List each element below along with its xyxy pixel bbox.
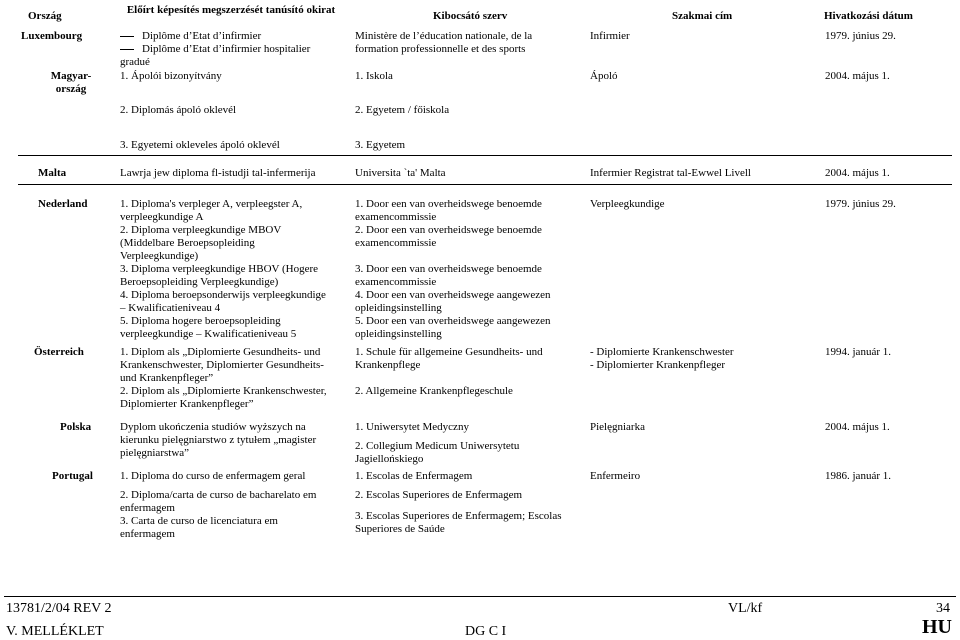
footer-language: HU xyxy=(922,616,952,638)
qual-line: Dyplom ukończenia studiów wyższych na xyxy=(120,421,306,433)
qual-lux-line-2: Diplôme d’Etat d’infirmier hospitalier xyxy=(142,43,311,55)
issuer-line: 2. Collegium Medicum Uniwersytetu xyxy=(355,440,520,452)
country-luxembourg: Luxembourg xyxy=(21,30,83,42)
bullet-dash-1 xyxy=(120,36,134,37)
qual-hu-1: 1. Ápolói bizonyítvány xyxy=(120,70,222,82)
issuer-line: 3. Door een van overheidswege benoemde xyxy=(355,263,542,275)
bullet-dash-2 xyxy=(120,49,134,50)
issuer-line xyxy=(355,502,562,510)
issuer-line: 2. Door een van overheidswege benoemde xyxy=(355,224,542,236)
date-portugal: 1986. január 1. xyxy=(825,470,891,482)
qual-line: 5. Diploma hogere beroepsopleiding xyxy=(120,315,281,327)
qual-line: verpleegkundige A xyxy=(120,211,204,223)
issuer-line: Superiores de Saúde xyxy=(355,523,445,535)
date-luxembourg: 1979. június 29. xyxy=(825,30,896,42)
issuer-line: Krankenpflege xyxy=(355,359,421,371)
qualification-malta: Lawrja jew diploma fl-istudji tal-infermerija xyxy=(120,167,316,179)
qual-hu-3: 3. Egyetemi okleveles ápoló oklevél xyxy=(120,139,280,151)
issuer-line: 2. Allgemeine Krankenpflegeschule xyxy=(355,385,513,397)
country-malta: Malta xyxy=(38,167,67,179)
country-polska: Polska xyxy=(60,421,92,433)
issuer-line: Jagiellońskiego xyxy=(355,453,424,465)
title-line: - Diplomierter Krankenpfleger xyxy=(590,359,725,371)
header-issuer: Kibocsátó szerv xyxy=(433,10,508,22)
issuer-luxembourg xyxy=(355,30,532,56)
qual-line: Beroepsopleiding Verpleegkundige) xyxy=(120,276,279,288)
date-osterreich: 1994. január 1. xyxy=(825,346,891,358)
rule-below-malta xyxy=(18,184,952,185)
qualification-portugal xyxy=(120,470,316,541)
country-magyarorszag xyxy=(36,70,106,96)
qual-hu-2: 2. Diplomás ápoló oklevél xyxy=(120,104,237,116)
header-country: Ország xyxy=(28,10,62,22)
issuer-line: examencommissie xyxy=(355,237,437,249)
date-polska: 2004. május 1. xyxy=(825,421,890,433)
issuer-line xyxy=(355,372,543,385)
qual-line: Verpleegkundige) xyxy=(120,250,199,262)
issuer-line: Ministère de l’éducation nationale, de la xyxy=(355,30,533,42)
qual-line: 2. Diploma verpleegkundige MBOV xyxy=(120,224,282,236)
rule-above-malta xyxy=(18,155,952,156)
qual-line: Diplomierter Krankenpfleger” xyxy=(120,398,254,410)
country-osterreich: Österreich xyxy=(34,346,84,358)
title-nederland: Verpleegkundige xyxy=(590,198,665,210)
footer-dg: DG C I xyxy=(465,624,507,639)
qual-lux-line-3: gradué xyxy=(120,56,270,69)
issuer-line: opleidingsinstelling xyxy=(355,302,442,314)
qual-line: enfermagem xyxy=(120,528,175,540)
footer-annex: V. MELLÉKLET xyxy=(6,624,104,639)
title-malta: Infermier Registrat tal-Ewwel Livell xyxy=(590,167,751,179)
issuer-hu-2: 2. Egyetem / főiskola xyxy=(355,104,450,116)
issuer-line: 4. Door een van overheidswege aangewezen xyxy=(355,289,551,301)
issuer-line: 3. Escolas Superiores de Enfermagem; Escolas xyxy=(355,510,562,522)
qual-line: 1. Diploma's verpleger A, verpleegster A, xyxy=(120,198,303,210)
issuer-line: 1. Escolas de Enfermagem xyxy=(355,470,473,482)
qual-line: 4. Diploma beroepsonderwijs verpleegkundige xyxy=(120,289,326,301)
issuer-malta: Universita `ta' Malta xyxy=(355,167,446,179)
qualification-osterreich xyxy=(120,346,327,411)
issuer-line: examencommissie xyxy=(355,211,437,223)
qual-line: 3. Carta de curso de licenciatura em xyxy=(120,515,278,527)
title-line: - Diplomierte Krankenschwester xyxy=(590,346,734,358)
qual-line: kierunku pielęgniarstwo z tytułem „magister xyxy=(120,434,317,446)
title-osterreich xyxy=(590,346,734,372)
issuer-line: formation professionnelle et des sports xyxy=(355,43,526,55)
qualification-nederland xyxy=(120,198,326,341)
issuer-line: 1. Uniwersytet Medyczny xyxy=(355,421,469,433)
qual-lux-line-1: Diplôme d’Etat d’infirmier xyxy=(142,30,262,42)
issuer-hu-1: 1. Iskola xyxy=(355,70,393,82)
qual-line: 1. Diplom als „Diplomierte Gesundheits- und xyxy=(120,346,321,358)
country-line: Magyar- xyxy=(50,70,92,82)
header-date: Hivatkozási dátum xyxy=(824,10,913,22)
qual-line: pielęgniarstwa” xyxy=(120,447,190,459)
issuer-line: examencommissie xyxy=(355,276,437,288)
date-magyarorszag: 2004. május 1. xyxy=(825,70,890,82)
qual-line: 3. Diploma verpleegkundige HBOV (Hogere xyxy=(120,263,319,275)
issuer-hu-3: 3. Egyetem xyxy=(355,139,406,151)
qual-line: 1. Diploma do curso de enfermagem geral xyxy=(120,470,306,482)
footer-doc-ref: 13781/2/04 REV 2 xyxy=(6,601,112,616)
issuer-polska xyxy=(355,421,519,466)
issuer-line: 2. Escolas Superiores de Enfermagem xyxy=(355,489,523,501)
issuer-line xyxy=(355,250,550,263)
qual-line: (Middelbare Beroepsopleiding xyxy=(120,237,255,249)
issuer-nederland xyxy=(355,198,550,341)
qual-line: und Krankenpfleger” xyxy=(120,372,214,384)
date-malta: 2004. május 1. xyxy=(825,167,890,179)
footer-rule xyxy=(4,596,956,597)
country-line: ország xyxy=(55,83,87,95)
issuer-line: 1. Schule für allgemeine Gesundheits- und xyxy=(355,346,543,358)
qual-line: enfermagem xyxy=(120,502,175,514)
qual-line: 2. Diploma/carta de curso de bacharelato em xyxy=(120,489,317,501)
title-portugal: Enfermeiro xyxy=(590,470,641,482)
title-polska: Pielęgniarka xyxy=(590,421,645,433)
country-nederland: Nederland xyxy=(38,198,88,210)
title-luxembourg: Infirmier xyxy=(590,30,630,42)
qual-line: verpleegkundige – Kwalificatieniveau 5 xyxy=(120,328,297,340)
qual-line: 2. Diplom als „Diplomierte Krankenschwester, xyxy=(120,385,327,397)
qual-line: – Kwalificatieniveau 4 xyxy=(120,302,221,314)
header-title: Szakmai cím xyxy=(672,10,733,22)
issuer-line: 1. Door een van overheidswege benoemde xyxy=(355,198,542,210)
footer-page-number: 34 xyxy=(936,601,950,616)
date-nederland: 1979. június 29. xyxy=(825,198,896,210)
qualification-polska xyxy=(120,421,316,460)
issuer-line: 5. Door een van overheidswege aangewezen xyxy=(355,315,551,327)
header-qualification: Előírt képesítés megszerzését tanúsító okirat xyxy=(126,4,336,16)
issuer-osterreich xyxy=(355,346,543,398)
country-portugal: Portugal xyxy=(52,470,93,482)
issuer-portugal xyxy=(355,470,562,536)
issuer-line: opleidingsinstelling xyxy=(355,328,442,340)
title-magyarorszag: Ápoló xyxy=(590,70,618,82)
qual-line: Krankenschwester, Diplomierter Gesundheits- xyxy=(120,359,324,371)
footer-initials: VL/kf xyxy=(728,601,763,616)
